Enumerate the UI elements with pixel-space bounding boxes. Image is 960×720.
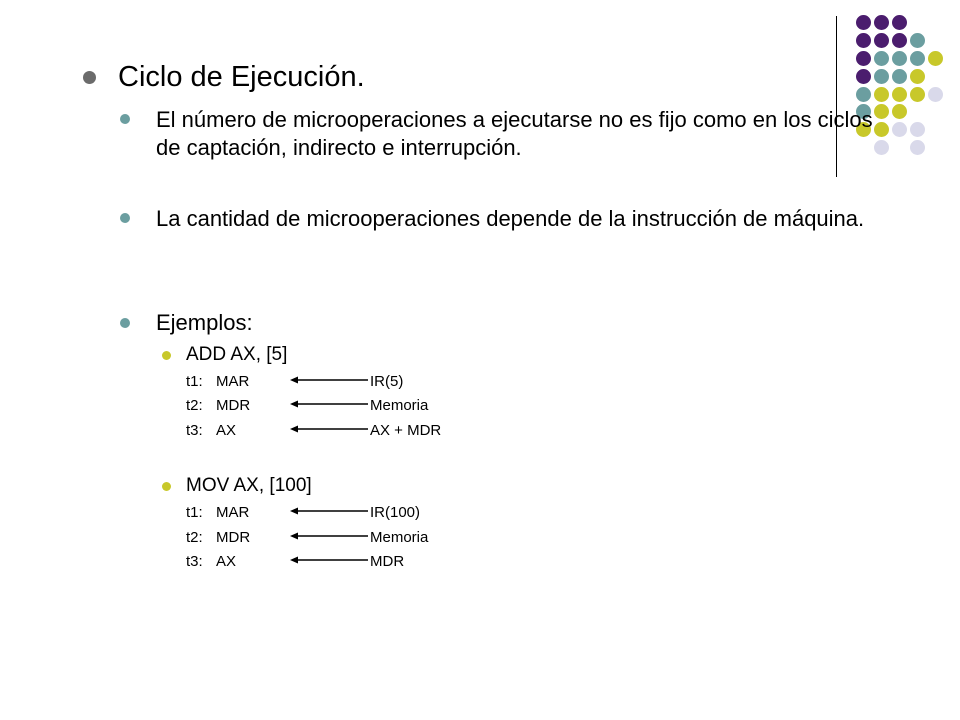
deco-dot — [928, 87, 943, 102]
step-time: t1: — [186, 373, 203, 390]
deco-dot — [856, 69, 871, 84]
deco-dot — [892, 69, 907, 84]
left-arrow-icon — [290, 399, 370, 409]
deco-dot — [856, 87, 871, 102]
point-text: La cantidad de microoperaciones depende de la instrucción de máquina. — [156, 206, 865, 231]
point-bullet — [120, 213, 130, 223]
deco-dot — [874, 15, 889, 30]
deco-dot — [874, 104, 889, 119]
step-source: MDR — [370, 553, 405, 570]
deco-dot — [856, 33, 871, 48]
step-destination: AX — [216, 422, 237, 439]
deco-dot — [874, 140, 889, 155]
deco-dot — [892, 51, 907, 66]
step-source: IR(5) — [370, 373, 404, 390]
deco-dot — [910, 33, 925, 48]
point-bullet — [120, 114, 130, 124]
step-time: t3: — [186, 422, 203, 439]
example-bullet — [162, 351, 171, 360]
deco-dot — [874, 122, 889, 137]
step-time: t2: — [186, 529, 203, 546]
point-text: Ejemplos: — [156, 310, 253, 335]
step-destination: MAR — [216, 373, 250, 390]
step-source: Memoria — [370, 529, 429, 546]
deco-dot — [910, 140, 925, 155]
step-time: t2: — [186, 397, 203, 414]
step-destination: AX — [216, 553, 237, 570]
step-source: Memoria — [370, 397, 429, 414]
deco-dot — [910, 69, 925, 84]
left-arrow-icon — [290, 424, 370, 434]
deco-dot — [892, 122, 907, 137]
example-label: ADD AX, [5] — [186, 344, 288, 365]
point-bullet — [120, 318, 130, 328]
step-destination: MDR — [216, 529, 251, 546]
deco-dot — [892, 87, 907, 102]
left-arrow-icon — [290, 506, 370, 516]
deco-dot — [874, 87, 889, 102]
deco-dot — [892, 104, 907, 119]
step-time: t3: — [186, 553, 203, 570]
deco-dot — [856, 51, 871, 66]
deco-dot — [874, 69, 889, 84]
step-destination: MAR — [216, 504, 250, 521]
title-bullet — [83, 71, 96, 84]
step-time: t1: — [186, 504, 203, 521]
deco-dot — [910, 87, 925, 102]
left-arrow-icon — [290, 555, 370, 565]
deco-dot — [874, 33, 889, 48]
left-arrow-icon — [290, 531, 370, 541]
deco-dot — [856, 15, 871, 30]
slide-title: Ciclo de Ejecución. — [118, 61, 365, 93]
deco-dot — [892, 33, 907, 48]
example-label: MOV AX, [100] — [186, 475, 312, 496]
deco-dot — [910, 51, 925, 66]
step-destination: MDR — [216, 397, 251, 414]
step-source: AX + MDR — [370, 422, 442, 439]
left-arrow-icon — [290, 375, 370, 385]
deco-dot — [928, 51, 943, 66]
example-bullet — [162, 482, 171, 491]
deco-dot — [874, 51, 889, 66]
point-text: El número de microoperaciones a ejecutarse no es fijo como en los ciclos de captación, indirecto e interrupción. — [156, 107, 873, 160]
deco-dot — [910, 122, 925, 137]
step-source: IR(100) — [370, 504, 421, 521]
deco-dot — [892, 15, 907, 30]
